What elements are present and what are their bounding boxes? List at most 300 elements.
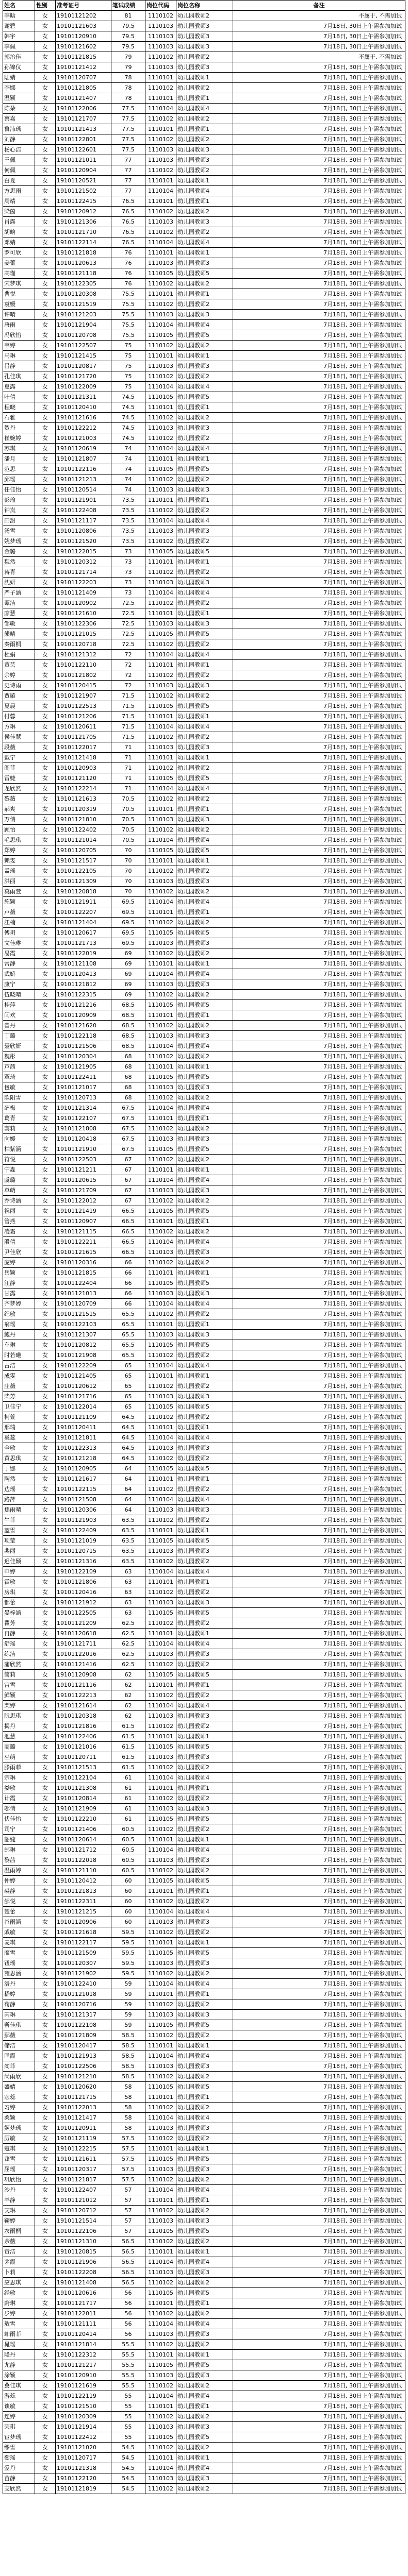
cell-post-name: 幼儿园教师1	[176, 1680, 233, 1690]
cell-score: 60	[111, 1917, 145, 1927]
cell-score: 58	[111, 2103, 145, 2113]
cell-gender: 女	[35, 2072, 56, 2082]
cell-score: 55	[111, 2432, 145, 2443]
cell-gender: 女	[35, 681, 56, 691]
cell-note: 7月18日, 30日上午需参加加试	[233, 2350, 405, 2360]
cell-post-code: 1110102	[145, 1587, 176, 1598]
cell-name: 宁淼	[3, 1165, 35, 1175]
cell-post-name: 幼儿园教师5	[176, 330, 233, 341]
cell-post-code: 1110102	[145, 341, 176, 351]
cell-note: 7月18日, 30日上午需参加加试	[233, 835, 405, 845]
cell-exam-id: 19101122116	[56, 464, 111, 474]
cell-exam-id: 19101121709	[56, 1185, 111, 1196]
cell-post-name: 幼儿园教师4	[176, 516, 233, 526]
cell-score: 71	[111, 742, 145, 753]
cell-gender: 女	[35, 505, 56, 516]
cell-post-code: 1110103	[145, 1855, 176, 1866]
table-row	[3, 887, 405, 897]
cell-score: 56	[111, 2309, 145, 2319]
cell-gender: 女	[35, 258, 56, 268]
cell-gender: 女	[35, 1938, 56, 1948]
cell-gender: 女	[35, 2103, 56, 2113]
cell-score: 64	[111, 1464, 145, 1474]
cell-exam-id: 19101121613	[56, 794, 111, 804]
cell-post-name: 幼儿园教师4	[176, 320, 233, 330]
cell-score: 62	[111, 1711, 145, 1721]
table-row	[3, 42, 405, 52]
cell-score: 76.5	[111, 217, 145, 227]
cell-exam-id: 19101122110	[56, 660, 111, 670]
cell-post-name: 幼儿园教师2	[176, 1927, 233, 1938]
cell-post-code: 1110102	[145, 1866, 176, 1876]
cell-post-name: 幼儿园教师1	[176, 660, 233, 670]
cell-score: 68.5	[111, 1031, 145, 1041]
cell-exam-id: 19101120415	[56, 681, 111, 691]
cell-exam-id: 19101120418	[56, 1134, 111, 1144]
cell-note: 7月18日, 30日上午需参加加试	[233, 1299, 405, 1309]
cell-exam-id: 19101121117	[56, 516, 111, 526]
cell-gender: 女	[35, 1515, 56, 1526]
cell-name: 司宁	[3, 1824, 35, 1835]
cell-exam-id: 19101121306	[56, 217, 111, 227]
cell-exam-id: 19101122209	[56, 1361, 111, 1371]
cell-exam-id: 19101120902	[56, 598, 111, 608]
cell-score: 63.5	[111, 1526, 145, 1536]
header-post-name: 岗位名称	[176, 1, 233, 11]
cell-post-code: 1110101	[145, 2298, 176, 2309]
cell-gender: 女	[35, 2226, 56, 2236]
cell-exam-id: 19101121203	[56, 310, 111, 320]
cell-note: 7月18日, 30日上午需参加加试	[233, 124, 405, 134]
cell-exam-id: 19101120905	[56, 1464, 111, 1474]
cell-post-code: 1110105	[145, 2082, 176, 2092]
table-row	[3, 1505, 405, 1515]
cell-post-code: 1110105	[145, 1144, 176, 1155]
cell-exam-id: 19101120612	[56, 1381, 111, 1392]
table-row	[3, 1082, 405, 1093]
cell-post-code: 1110103	[145, 2123, 176, 2133]
cell-exam-id: 19101120307	[56, 1958, 111, 1969]
cell-gender: 女	[35, 2360, 56, 2370]
cell-score: 67	[111, 1185, 145, 1196]
table-row	[3, 2061, 405, 2072]
cell-gender: 女	[35, 485, 56, 495]
cell-note: 7月18日, 30日上午需参加加试	[233, 2010, 405, 2020]
table-row	[3, 1711, 405, 1721]
table-row	[3, 835, 405, 845]
table-row	[3, 444, 405, 454]
cell-gender: 女	[35, 1979, 56, 1989]
cell-post-code: 1110102	[145, 2236, 176, 2247]
cell-score: 65	[111, 1361, 145, 1371]
cell-note: 7月18日, 30日上午需参加加试	[233, 1752, 405, 1762]
cell-name: 秦雨桐	[3, 639, 35, 650]
cell-exam-id: 19101122108	[56, 2020, 111, 2030]
cell-note: 7月18日, 30日上午需参加加试	[233, 526, 405, 536]
cell-gender: 女	[35, 516, 56, 526]
cell-gender: 女	[35, 1474, 56, 1484]
cell-score: 70	[111, 845, 145, 856]
cell-note: 7月18日, 30日上午需参加加试	[233, 2267, 405, 2278]
cell-name: 钟岚	[3, 505, 35, 516]
cell-name: 魏彤	[3, 1052, 35, 1062]
table-row	[3, 310, 405, 320]
cell-score: 68	[111, 1093, 145, 1103]
cell-gender: 女	[35, 134, 56, 145]
table-row	[3, 1556, 405, 1567]
table-row	[3, 2185, 405, 2195]
cell-post-name: 幼儿园教师2	[176, 1969, 233, 1979]
cell-name: 滕雨菲	[3, 1762, 35, 1773]
cell-note: 7月18日, 30日上午需参加加试	[233, 681, 405, 691]
table-row	[3, 1495, 405, 1505]
cell-post-name: 幼儿园教师5	[176, 2082, 233, 2092]
cell-name: 卢薇	[3, 907, 35, 918]
table-row	[3, 1134, 405, 1144]
cell-score: 58	[111, 2082, 145, 2092]
cell-exam-id: 19101120414	[56, 2329, 111, 2340]
cell-exam-id: 19101121502	[56, 186, 111, 196]
cell-post-name: 幼儿园教师2	[176, 1659, 233, 1670]
cell-post-code: 1110103	[145, 2329, 176, 2340]
cell-note: 7月18日, 30日上午需参加加试	[233, 650, 405, 660]
table-row	[3, 2164, 405, 2175]
cell-note: 7月18日, 30日上午需参加加试	[233, 1721, 405, 1732]
cell-name: 项莹	[3, 1536, 35, 1546]
cell-post-code: 1110101	[145, 1835, 176, 1845]
cell-post-code: 1110101	[145, 351, 176, 361]
cell-post-name: 幼儿园教师4	[176, 722, 233, 732]
cell-exam-id: 19101122313	[56, 1443, 111, 1453]
cell-gender: 女	[35, 1072, 56, 1082]
cell-note: 7月18日, 30日上午需参加加试	[233, 165, 405, 176]
cell-name: 李娜	[3, 83, 35, 93]
cell-name: 龙欣然	[3, 784, 35, 794]
cell-post-name: 幼儿园教师2	[176, 2236, 233, 2247]
cell-name: 谷雨涵	[3, 1917, 35, 1927]
cell-exam-id: 19101121615	[56, 1247, 111, 1258]
cell-name: 高瑾	[3, 268, 35, 279]
cell-exam-id: 19101120521	[56, 176, 111, 186]
cell-note: 7月18日, 30日上午需参加加试	[233, 918, 405, 928]
cell-note: 7月18日, 30日上午需参加加试	[233, 1680, 405, 1690]
table-row	[3, 1144, 405, 1155]
cell-post-name: 幼儿园教师2	[176, 1093, 233, 1103]
cell-note: 7月18日, 30日上午需参加加试	[233, 196, 405, 207]
cell-gender: 女	[35, 876, 56, 887]
cell-name: 申婷	[3, 1567, 35, 1577]
cell-name: 邱瑶	[3, 474, 35, 485]
cell-exam-id: 19101120617	[56, 928, 111, 938]
table-row	[3, 1309, 405, 1319]
cell-note: 7月18日, 30日上午需参加加试	[233, 959, 405, 969]
cell-exam-id: 19101121705	[56, 732, 111, 742]
cell-note: 7月18日, 30日上午需参加加试	[233, 2216, 405, 2226]
cell-exam-id: 19101122012	[56, 1196, 111, 1206]
cell-post-code: 1110102	[145, 1999, 176, 2010]
cell-post-code: 1110102	[145, 2030, 176, 2041]
cell-note: 7月18日, 30日上午需参加加试	[233, 289, 405, 299]
cell-score: 72	[111, 660, 145, 670]
cell-gender: 女	[35, 815, 56, 825]
table-row	[3, 990, 405, 1000]
cell-name: 储洁	[3, 2041, 35, 2051]
cell-gender: 女	[35, 856, 56, 866]
cell-note: 7月18日, 30日上午需参加加试	[233, 1608, 405, 1618]
cell-note: 7月18日, 30日上午需参加加试	[233, 1515, 405, 1526]
cell-score: 69.5	[111, 928, 145, 938]
cell-exam-id: 19101121116	[56, 1680, 111, 1690]
cell-score: 77	[111, 165, 145, 176]
table-row	[3, 650, 405, 660]
cell-post-code: 1110101	[145, 1938, 176, 1948]
cell-gender: 女	[35, 598, 56, 608]
cell-post-name: 幼儿园教师1	[176, 289, 233, 299]
cell-exam-id: 19101120417	[56, 2041, 111, 2051]
cell-name: 桂萍	[3, 1000, 35, 1010]
cell-post-name: 幼儿园教师1	[176, 2298, 233, 2309]
cell-name: 糜雪	[3, 1948, 35, 1958]
cell-post-code: 1110105	[145, 268, 176, 279]
cell-name: 姬梦瑶	[3, 2123, 35, 2133]
cell-gender: 女	[35, 2340, 56, 2350]
cell-exam-id: 19101122207	[56, 907, 111, 918]
cell-gender: 女	[35, 804, 56, 815]
cell-post-code: 1110103	[145, 1649, 176, 1659]
cell-gender: 女	[35, 1289, 56, 1299]
cell-gender: 女	[35, 1268, 56, 1278]
cell-gender: 女	[35, 897, 56, 907]
table-row	[3, 1041, 405, 1052]
cell-post-code: 1110103	[145, 310, 176, 320]
table-row	[3, 1175, 405, 1185]
cell-gender: 女	[35, 52, 56, 62]
cell-gender: 女	[35, 928, 56, 938]
cell-note: 7月18日, 30日上午需参加加试	[233, 866, 405, 876]
cell-gender: 女	[35, 845, 56, 856]
cell-gender: 女	[35, 1422, 56, 1433]
cell-score: 69	[111, 990, 145, 1000]
cell-post-code: 1110103	[145, 62, 176, 73]
cell-note: 7月18日, 30日上午需参加加试	[233, 1639, 405, 1649]
cell-post-code: 1110101	[145, 2041, 176, 2051]
cell-name: 郭治佳	[3, 52, 35, 62]
cell-exam-id: 19101122801	[56, 134, 111, 145]
table-row	[3, 2175, 405, 2185]
cell-post-code: 1110102	[145, 1659, 176, 1670]
cell-note: 7月18日, 30日上午需参加加试	[233, 42, 405, 52]
cell-post-code: 1110104	[145, 1299, 176, 1309]
cell-exam-id: 19101121211	[56, 1165, 111, 1175]
cell-score: 63	[111, 1608, 145, 1618]
header-exam-id: 准考证号	[56, 1, 111, 11]
cell-score: 61	[111, 1793, 145, 1804]
cell-post-code: 1110104	[145, 2113, 176, 2123]
cell-name: 雍思涵	[3, 1969, 35, 1979]
cell-post-code: 1110103	[145, 2216, 176, 2226]
cell-post-name: 幼儿园教师3	[176, 578, 233, 588]
cell-post-name: 幼儿园教师3	[176, 979, 233, 990]
cell-score: 66.5	[111, 1237, 145, 1247]
cell-name: 范思	[3, 464, 35, 474]
cell-note: 7月18日, 30日上午需参加加试	[233, 1155, 405, 1165]
cell-exam-id: 19101121716	[56, 1392, 111, 1402]
table-row	[3, 330, 405, 341]
cell-exam-id: 19101121115	[56, 1227, 111, 1237]
cell-name: 楚蕾	[3, 1907, 35, 1917]
cell-post-code: 1110103	[145, 1392, 176, 1402]
table-row	[3, 1196, 405, 1206]
table-row	[3, 1052, 405, 1062]
cell-note: 7月18日, 30日上午需参加加试	[233, 320, 405, 330]
cell-post-code: 1110103	[145, 876, 176, 887]
cell-post-name: 幼儿园教师2	[176, 1999, 233, 2010]
cell-name: 洪丽	[3, 876, 35, 887]
cell-exam-id: 19101120411	[56, 1422, 111, 1433]
cell-score: 60	[111, 1876, 145, 1886]
cell-post-code: 1110102	[145, 2443, 176, 2453]
cell-score: 66	[111, 1289, 145, 1299]
cell-gender: 女	[35, 1577, 56, 1587]
cell-exam-id: 19101122203	[56, 578, 111, 588]
cell-gender: 女	[35, 2329, 56, 2340]
table-row	[3, 969, 405, 979]
cell-post-name: 幼儿园教师2	[176, 598, 233, 608]
cell-post-code: 1110103	[145, 1185, 176, 1196]
cell-note: 7月18日, 30日上午需参加加试	[233, 1855, 405, 1866]
cell-gender: 女	[35, 2443, 56, 2453]
cell-post-name: 幼儿园教师2	[176, 433, 233, 444]
cell-post-name: 幼儿园教师2	[176, 2175, 233, 2185]
cell-name: 金璐	[3, 547, 35, 557]
cell-post-name: 幼儿园教师2	[176, 1866, 233, 1876]
cell-note: 7月18日, 30日上午需参加加试	[233, 1422, 405, 1433]
cell-post-name: 幼儿园教师2	[176, 1618, 233, 1629]
cell-post-code: 1110102	[145, 1381, 176, 1392]
cell-exam-id: 19101120613	[56, 258, 111, 268]
cell-score: 77	[111, 155, 145, 165]
cell-post-name: 幼儿园教师2	[176, 1762, 233, 1773]
cell-note: 7月18日, 30日上午需参加加试	[233, 1526, 405, 1536]
cell-post-name: 幼儿园教师3	[176, 1443, 233, 1453]
cell-name: 符悦	[3, 1155, 35, 1165]
cell-score: 59.5	[111, 1958, 145, 1969]
table-row	[3, 588, 405, 598]
cell-score: 75.5	[111, 289, 145, 299]
table-row	[3, 1278, 405, 1289]
cell-score: 66.5	[111, 1216, 145, 1227]
table-row	[3, 505, 405, 516]
cell-post-name: 幼儿园教师3	[176, 42, 233, 52]
cell-post-code: 1110105	[145, 1742, 176, 1752]
cell-note: 7月18日, 30日上午需参加加试	[233, 1196, 405, 1206]
cell-exam-id: 19101120909	[56, 1010, 111, 1021]
table-row	[3, 526, 405, 536]
cell-post-code: 1110102	[145, 1412, 176, 1422]
cell-post-name: 幼儿园教师1	[176, 856, 233, 866]
cell-post-name: 幼儿园教师3	[176, 155, 233, 165]
cell-name: 尤静	[3, 2360, 35, 2370]
table-row	[3, 2350, 405, 2360]
table-row	[3, 2030, 405, 2041]
cell-note: 7月18日, 30日上午需参加加试	[233, 619, 405, 629]
cell-gender: 女	[35, 11, 56, 21]
cell-gender: 女	[35, 1000, 56, 1010]
cell-post-name: 幼儿园教师2	[176, 341, 233, 351]
cell-gender: 女	[35, 1103, 56, 1113]
table-row	[3, 1443, 405, 1453]
cell-gender: 女	[35, 2288, 56, 2298]
cell-exam-id: 19101122503	[56, 1155, 111, 1165]
cell-post-name: 幼儿园教师5	[176, 1536, 233, 1546]
cell-post-name: 幼儿园教师5	[176, 773, 233, 784]
table-row	[3, 1989, 405, 1999]
cell-post-code: 1110105	[145, 1876, 176, 1886]
cell-gender: 女	[35, 42, 56, 52]
cell-post-code: 1110104	[145, 1639, 176, 1649]
cell-post-name: 幼儿园教师5	[176, 2020, 233, 2030]
cell-gender: 女	[35, 1927, 56, 1938]
cell-post-name: 幼儿园教师1	[176, 959, 233, 969]
cell-gender: 女	[35, 2298, 56, 2309]
table-row	[3, 1598, 405, 1608]
cell-name: 应思琪	[3, 2278, 35, 2288]
cell-post-name: 幼儿园教师3	[176, 1804, 233, 1814]
cell-note: 7月18日, 30日上午需参加加试	[233, 2463, 405, 2473]
cell-name: 晁瑶	[3, 2340, 35, 2350]
cell-name: 郜琳	[3, 1845, 35, 1855]
cell-gender: 女	[35, 433, 56, 444]
cell-post-name: 幼儿园教师2	[176, 279, 233, 289]
table-row	[3, 83, 405, 93]
cell-note: 7月18日, 30日上午需参加加试	[233, 763, 405, 773]
cell-name: 巩欣怡	[3, 2175, 35, 2185]
cell-gender: 女	[35, 1371, 56, 1381]
table-row	[3, 433, 405, 444]
table-row	[3, 134, 405, 145]
cell-name: 岳颖	[3, 1268, 35, 1278]
cell-note: 7月18日, 30日上午需参加加试	[233, 2072, 405, 2082]
cell-post-code: 1110103	[145, 1598, 176, 1608]
cell-exam-id: 19101121617	[56, 1474, 111, 1484]
cell-gender: 女	[35, 2010, 56, 2020]
cell-post-code: 1110103	[145, 526, 176, 536]
cell-name: 任佳怡	[3, 485, 35, 495]
cell-name: 黄思琪	[3, 1453, 35, 1464]
cell-post-code: 1110102	[145, 732, 176, 742]
cell-exam-id: 19101122118	[56, 1031, 111, 1041]
cell-post-code: 1110102	[145, 1896, 176, 1907]
cell-post-code: 1110101	[145, 402, 176, 413]
cell-gender: 女	[35, 299, 56, 310]
cell-post-code: 1110102	[145, 279, 176, 289]
cell-score: 56.5	[111, 2278, 145, 2288]
cell-exam-id: 19101121811	[56, 1433, 111, 1443]
table-row	[3, 1917, 405, 1927]
cell-post-code: 1110101	[145, 1783, 176, 1793]
cell-post-name: 幼儿园教师3	[176, 2267, 233, 2278]
cell-note: 7月18日, 30日上午需参加加试	[233, 608, 405, 619]
cell-score: 63	[111, 1598, 145, 1608]
cell-name: 奚蕊	[3, 1433, 35, 1443]
cell-post-code: 1110102	[145, 2340, 176, 2350]
cell-gender: 女	[35, 588, 56, 598]
cell-name: 蓝雪	[3, 1526, 35, 1536]
cell-gender: 女	[35, 83, 56, 93]
cell-name: 舒瑶	[3, 1639, 35, 1649]
cell-score: 57.5	[111, 2154, 145, 2164]
cell-post-name: 幼儿园教师3	[176, 1917, 233, 1927]
